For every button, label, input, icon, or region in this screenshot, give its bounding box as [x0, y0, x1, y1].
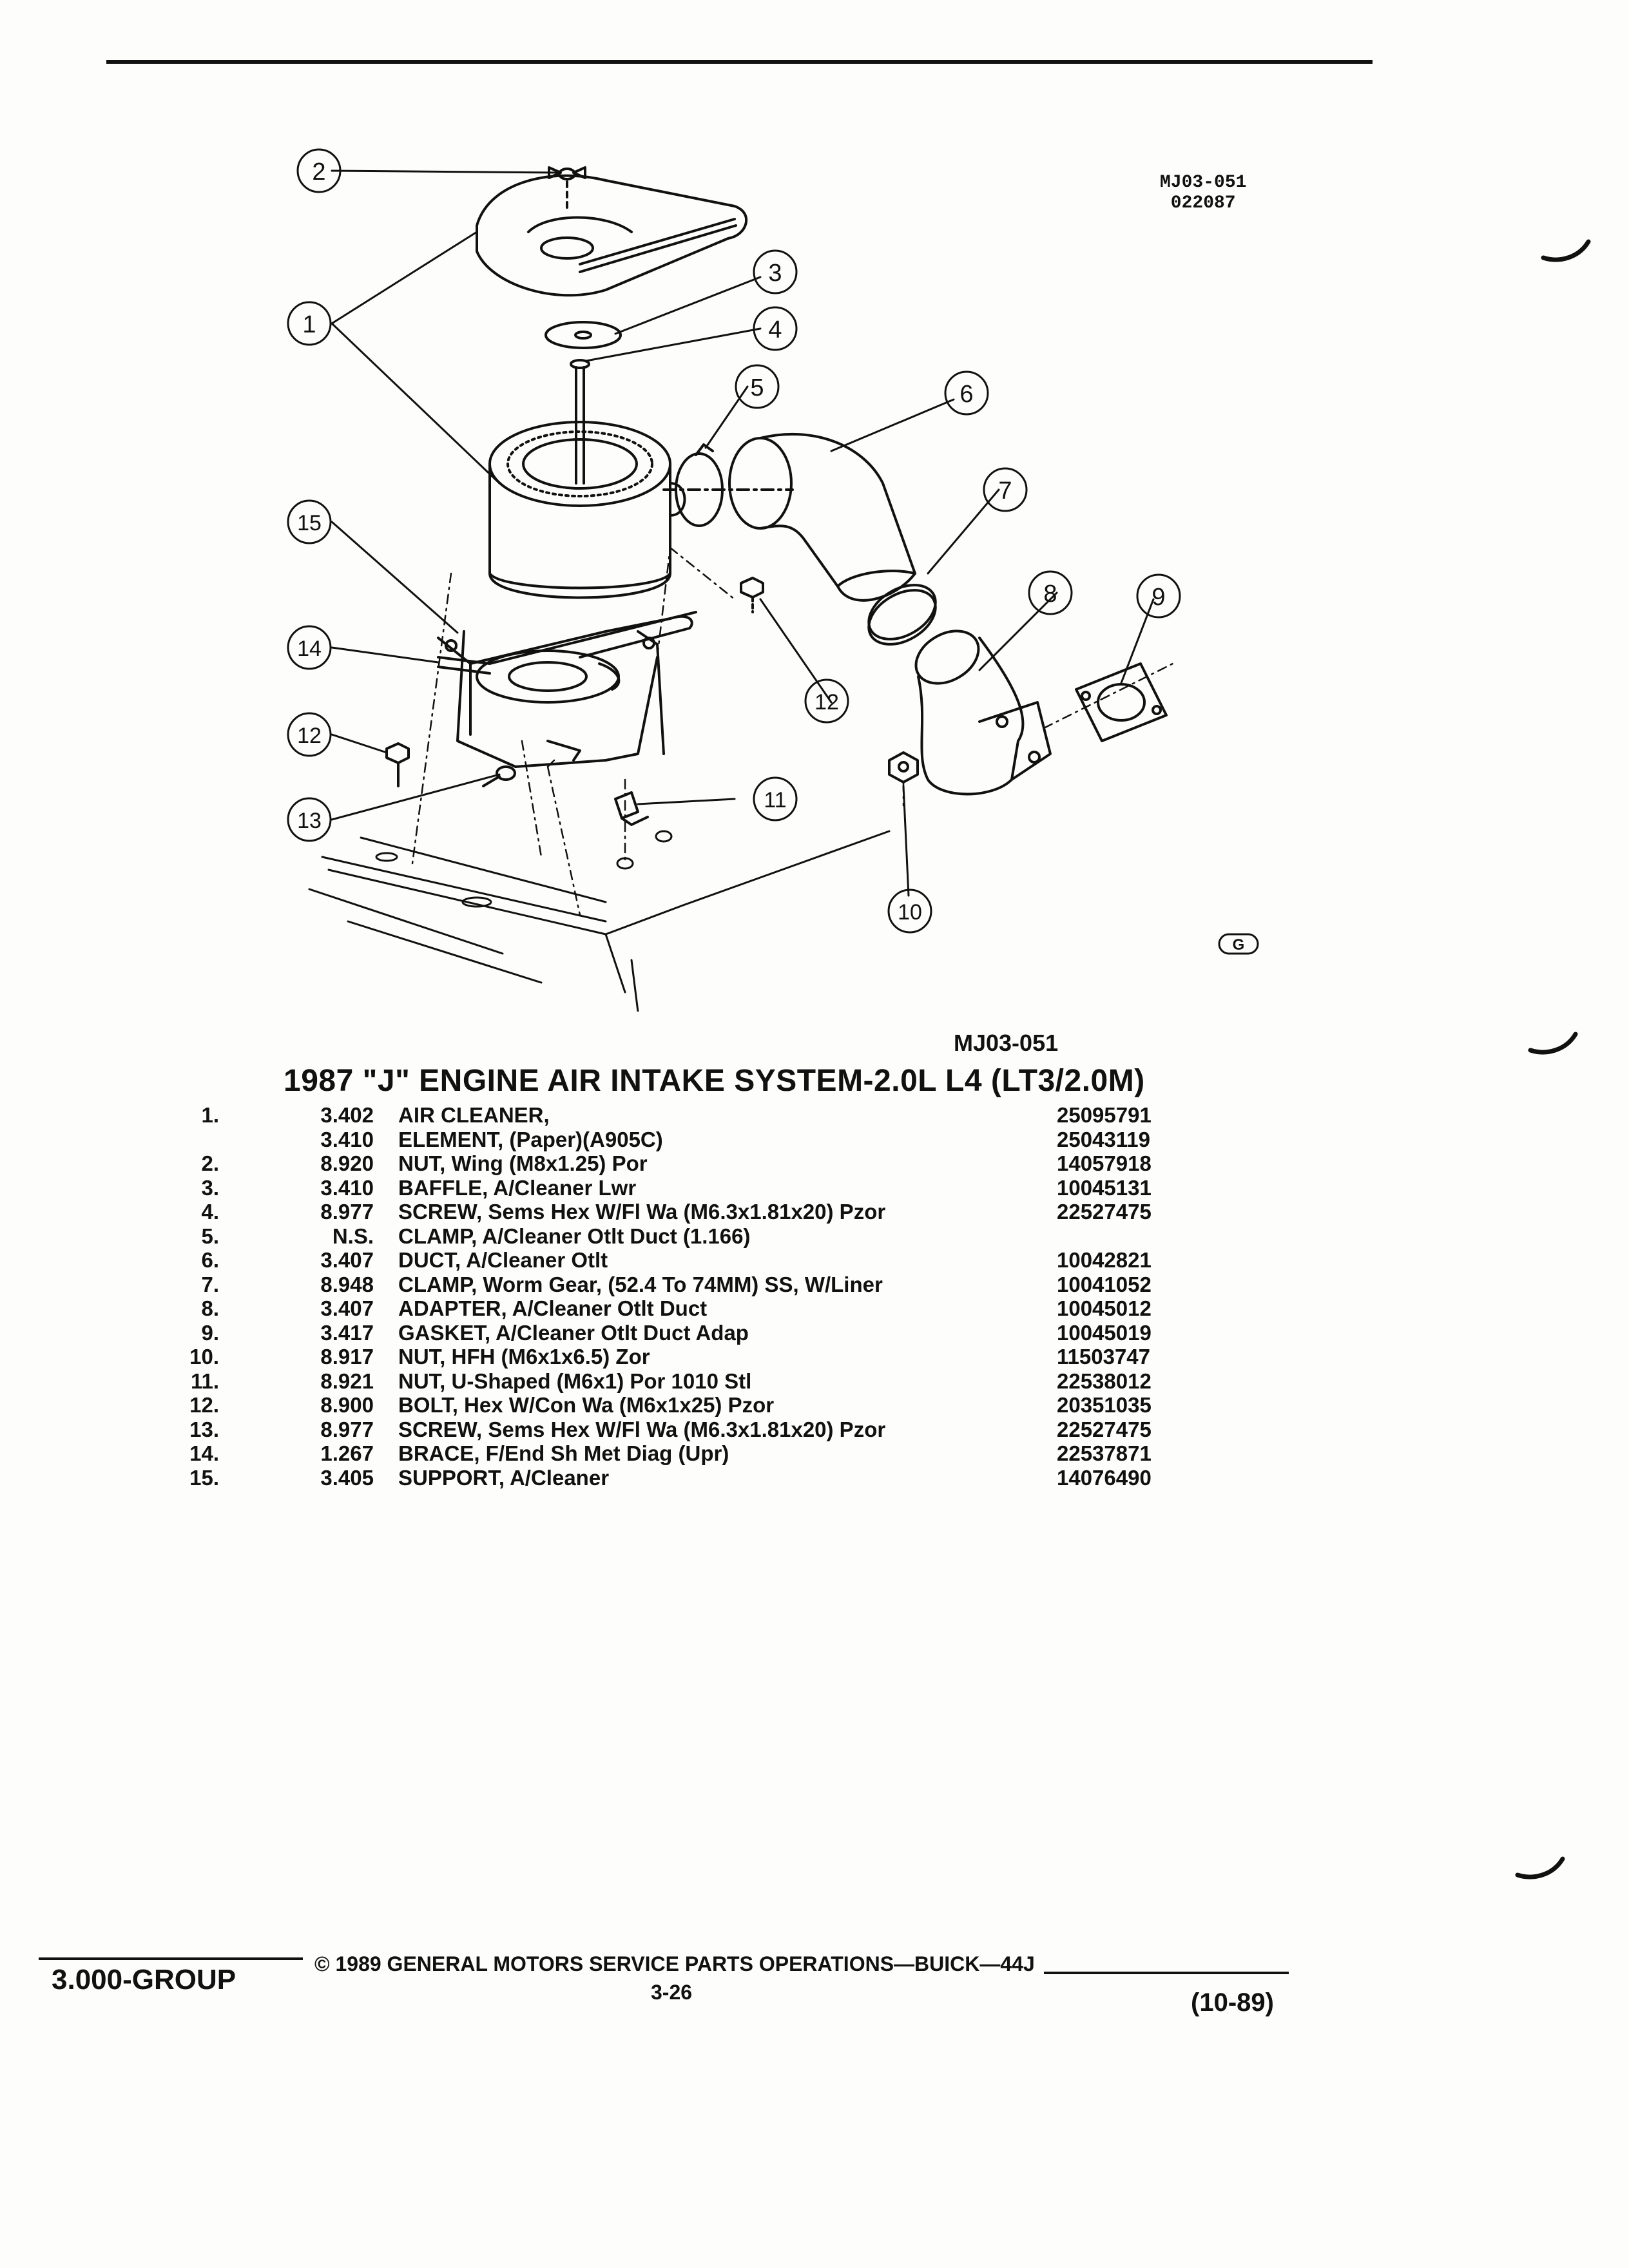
part-item-number: 11.	[190, 1369, 219, 1393]
part-description-cell	[398, 1418, 1043, 1442]
parts-list-row	[0, 1151, 1629, 1176]
wing-nut	[549, 168, 585, 213]
part-number: 10041052	[1057, 1273, 1152, 1296]
part-item-number: 12.	[189, 1393, 219, 1417]
outlet-duct-adapter	[907, 620, 1050, 794]
footer-copyright: © 1989 GENERAL MOTORS SERVICE PARTS OPERATIONS—BUICK—44J	[314, 1952, 1035, 1975]
part-item-number: 10.	[189, 1345, 219, 1369]
callout-13: 13	[297, 809, 322, 833]
part-description: ELEMENT, (Paper)(A905C)	[398, 1128, 671, 1151]
part-description: BAFFLE, A/Cleaner Lwr	[398, 1176, 644, 1200]
parts-list-row	[0, 1345, 1629, 1369]
part-description: DUCT, A/Cleaner Otlt	[398, 1248, 615, 1272]
part-description-cell	[398, 1103, 1043, 1128]
footer-rule-right	[1044, 1972, 1289, 1974]
footer-revision-date: (10-89)	[1191, 1988, 1274, 2017]
part-number: 10045019	[1057, 1321, 1152, 1345]
parts-list-row	[0, 1418, 1629, 1442]
baffle	[546, 322, 621, 348]
part-item-number: 2.	[201, 1151, 219, 1175]
gm-mark-letter: G	[1232, 936, 1245, 954]
footer-group-label: 3.000-GROUP	[52, 1964, 236, 1995]
part-group-number: 3.417	[320, 1321, 374, 1345]
part-item-number: 8.	[201, 1296, 219, 1320]
part-group-number: 1.267	[320, 1441, 374, 1465]
parts-list-row	[0, 1321, 1629, 1345]
binder-mark-3	[1514, 1856, 1566, 1894]
part-description: GASKET, A/Cleaner Otlt Duct Adap	[398, 1321, 757, 1345]
part-item-number: 15.	[189, 1466, 219, 1490]
u-shaped-nut	[615, 793, 648, 825]
part-group-number: 3.407	[320, 1296, 374, 1320]
part-item-number: 1.	[201, 1103, 219, 1127]
figure-caption: MJ03-051	[954, 1030, 1059, 1056]
part-item-number: 6.	[201, 1248, 219, 1272]
parts-list-row	[0, 1441, 1629, 1466]
hex-bolt-12b	[387, 744, 409, 786]
part-description-cell	[398, 1128, 1043, 1152]
parts-list-row	[0, 1103, 1629, 1128]
part-group-number: 8.920	[320, 1151, 374, 1175]
callout-9: 9	[1152, 584, 1166, 611]
part-description-cell	[398, 1224, 1043, 1249]
part-group-number: 3.407	[320, 1248, 374, 1272]
part-description-cell	[398, 1151, 1043, 1176]
part-description: SCREW, Sems Hex W/Fl Wa (M6.3x1.81x20) Pzor	[398, 1418, 893, 1441]
part-description-cell	[398, 1296, 1043, 1321]
part-description: NUT, U-Shaped (M6x1) Por 1010 Stl	[398, 1369, 759, 1393]
callout-4: 4	[768, 316, 782, 343]
page-title: 1987 "J" ENGINE AIR INTAKE SYSTEM-2.0L L4 (LT3/2.0M)	[284, 1064, 1145, 1098]
part-description-cell	[398, 1393, 1043, 1418]
callout-12-right: 12	[815, 690, 839, 715]
clamp-5	[676, 445, 722, 526]
exploded-parts-diagram	[245, 122, 1405, 1012]
part-description-cell	[398, 1345, 1043, 1369]
part-group-number: 8.977	[320, 1200, 374, 1224]
part-description: CLAMP, Worm Gear, (52.4 To 74MM) SS, W/Liner	[398, 1273, 891, 1296]
worm-gear-clamp	[860, 574, 945, 655]
binder-mark-1	[1540, 238, 1592, 277]
sems-screw	[483, 767, 515, 786]
callout-7: 7	[998, 477, 1012, 505]
part-group-number: 3.410	[320, 1176, 374, 1200]
part-group-number: 3.405	[320, 1466, 374, 1490]
part-item-number: 3.	[201, 1176, 219, 1200]
callout-3: 3	[768, 260, 782, 287]
figure-ref-date: 022087	[1170, 193, 1236, 213]
callout-5: 5	[750, 374, 764, 401]
part-description: SCREW, Sems Hex W/Fl Wa (M6.3x1.81x20) Pzor	[398, 1200, 893, 1224]
front-end-sheet-metal	[309, 831, 889, 1012]
parts-list-row	[0, 1224, 1629, 1249]
figure-ref-code: MJ03-051	[1160, 173, 1247, 193]
part-description-cell	[398, 1176, 1043, 1200]
hex-bolt-12a	[741, 578, 763, 612]
part-item-number: 7.	[201, 1273, 219, 1296]
part-number: 10045131	[1057, 1176, 1152, 1200]
alignment-lines	[412, 548, 1173, 915]
parts-list-row	[0, 1273, 1629, 1297]
top-rule	[106, 60, 1373, 64]
part-number: 14076490	[1057, 1466, 1152, 1490]
part-number: 22537871	[1057, 1441, 1152, 1465]
part-number: 22538012	[1057, 1369, 1152, 1393]
part-description: SUPPORT, A/Cleaner	[398, 1466, 617, 1490]
part-item-number: 14.	[189, 1441, 219, 1465]
part-group-number: 8.900	[320, 1393, 374, 1417]
parts-list-row	[0, 1248, 1629, 1273]
part-group-number: 8.917	[320, 1345, 374, 1369]
parts-list-row	[0, 1393, 1629, 1418]
part-description-cell	[398, 1441, 1043, 1466]
part-description-cell	[398, 1321, 1043, 1345]
callout-15: 15	[297, 511, 322, 535]
part-group-number: 3.410	[320, 1128, 374, 1151]
part-description: BRACE, F/End Sh Met Diag (Upr)	[398, 1441, 737, 1465]
part-number: 10042821	[1057, 1248, 1152, 1272]
part-number: 11503747	[1057, 1345, 1151, 1369]
part-description: AIR CLEANER,	[398, 1103, 557, 1127]
part-number: 20351035	[1057, 1393, 1152, 1417]
part-description-cell	[398, 1466, 1043, 1490]
parts-list-row	[0, 1296, 1629, 1321]
callout-8: 8	[1043, 581, 1057, 608]
part-group-number: N.S.	[332, 1224, 374, 1248]
callout-1: 1	[302, 311, 316, 338]
air-cleaner-body	[490, 422, 685, 598]
part-number: 25043119	[1057, 1128, 1151, 1151]
callout-11: 11	[764, 788, 787, 812]
part-group-number: 8.948	[320, 1273, 374, 1296]
gm-logo-mark	[1218, 933, 1259, 955]
callout-12-left: 12	[297, 724, 322, 748]
part-group-number: 3.402	[320, 1103, 374, 1127]
callout-2: 2	[312, 159, 326, 186]
part-group-number: 8.977	[320, 1418, 374, 1441]
part-number: 25095791	[1057, 1103, 1152, 1127]
part-description: NUT, HFH (M6x1x6.5) Zor	[398, 1345, 658, 1369]
part-description-cell	[398, 1200, 1043, 1224]
part-description-cell	[398, 1248, 1043, 1273]
parts-list-row	[0, 1466, 1629, 1490]
adapter-gasket	[1076, 664, 1166, 741]
part-number: 22527475	[1057, 1200, 1152, 1224]
hfh-nut	[889, 753, 918, 782]
footer-rule-left	[39, 1957, 303, 1960]
part-description: NUT, Wing (M8x1.25) Por	[398, 1151, 655, 1175]
part-group-number: 8.921	[320, 1369, 374, 1393]
part-number: 10045012	[1057, 1296, 1152, 1320]
parts-list-row	[0, 1176, 1629, 1200]
binder-mark-2	[1527, 1031, 1579, 1070]
footer-page-number: 3-26	[651, 1981, 693, 2004]
air-cleaner-support	[438, 617, 692, 767]
part-number: 14057918	[1057, 1151, 1152, 1175]
parts-list-row	[0, 1369, 1629, 1394]
part-description: BOLT, Hex W/Con Wa (M6x1x25) Pzor	[398, 1393, 782, 1417]
outlet-duct	[729, 434, 915, 601]
part-number: 22527475	[1057, 1418, 1152, 1441]
part-description: ADAPTER, A/Cleaner Otlt Duct	[398, 1296, 715, 1320]
callout-leaders	[332, 171, 1153, 896]
part-description-cell	[398, 1273, 1043, 1297]
parts-list-row	[0, 1200, 1629, 1224]
part-item-number: 13.	[189, 1418, 219, 1441]
part-item-number: 4.	[201, 1200, 219, 1224]
callout-10: 10	[898, 900, 922, 925]
part-item-number: 9.	[201, 1321, 219, 1345]
part-description-cell	[398, 1369, 1043, 1394]
callout-6: 6	[959, 381, 974, 408]
part-item-number: 5.	[201, 1224, 219, 1248]
air-cleaner-lid	[477, 176, 746, 296]
part-description: CLAMP, A/Cleaner Otlt Duct (1.166)	[398, 1224, 758, 1248]
callout-14: 14	[297, 637, 322, 661]
parts-list-row	[0, 1128, 1629, 1152]
